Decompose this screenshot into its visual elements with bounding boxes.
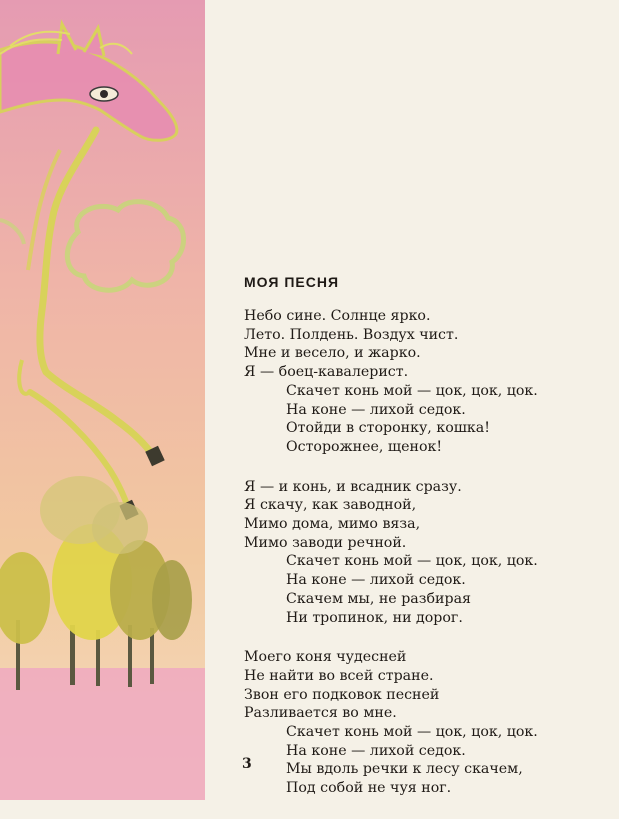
poem-line: Я — и конь, и всадник сразу. xyxy=(244,478,462,495)
refrain-line: Мы вдоль речки к лесу скачем, xyxy=(286,761,523,778)
refrain-line: Скачет конь мой — цок, цок, цок. xyxy=(286,382,538,399)
illustration-panel xyxy=(0,0,205,800)
refrain-line: Отойди в сторонку, кошка! xyxy=(286,420,490,437)
poem-line: Я — боец-кавалерист. xyxy=(244,364,409,381)
poem-column xyxy=(244,272,604,819)
refrain-line: Ни тропинок, ни дорог. xyxy=(286,609,463,626)
hobby-horse-illustration xyxy=(0,0,205,800)
refrain-line: На коне — лихой седок. xyxy=(286,401,466,418)
refrain-line: Скачет конь мой — цок, цок, цок. xyxy=(286,724,538,741)
poem-line: Моего коня чудесней xyxy=(244,649,407,666)
poem-line: Лето. Полдень. Воздух чист. xyxy=(244,326,459,343)
refrain-line: На коне — лихой седок. xyxy=(286,572,466,589)
poem-line: Мне и весело, и жарко. xyxy=(244,345,421,362)
poem-line: Небо сине. Солнце ярко. xyxy=(244,308,431,324)
poem-line: Я скачу, как заводной, xyxy=(244,497,417,514)
poem-line: Разливается во мне. xyxy=(244,705,397,722)
refrain-line: Скачет конь мой — цок, цок, цок. xyxy=(286,553,538,570)
poem-line: Не найти во всей стране. xyxy=(244,667,434,684)
refrain-line: Осторожнее, щенок! xyxy=(286,438,443,455)
poem-line: Мимо дома, мимо вяза, xyxy=(244,516,421,533)
stanza xyxy=(244,648,604,798)
refrain-line: Скачем мы, не разбирая xyxy=(286,590,471,607)
page-number: 3 xyxy=(242,756,252,772)
poem-body xyxy=(244,307,604,798)
stanza xyxy=(244,478,604,628)
ground xyxy=(0,668,205,800)
poem-line: Мимо заводи речной. xyxy=(244,534,407,551)
refrain-line: На коне — лихой седок. xyxy=(286,742,466,759)
poem-line: Звон его подковок песней xyxy=(244,686,440,703)
stanza xyxy=(244,307,604,457)
refrain-line: Под собой не чуя ног. xyxy=(286,780,452,797)
poem-title: МОЯ ПЕСНЯ xyxy=(244,274,340,290)
